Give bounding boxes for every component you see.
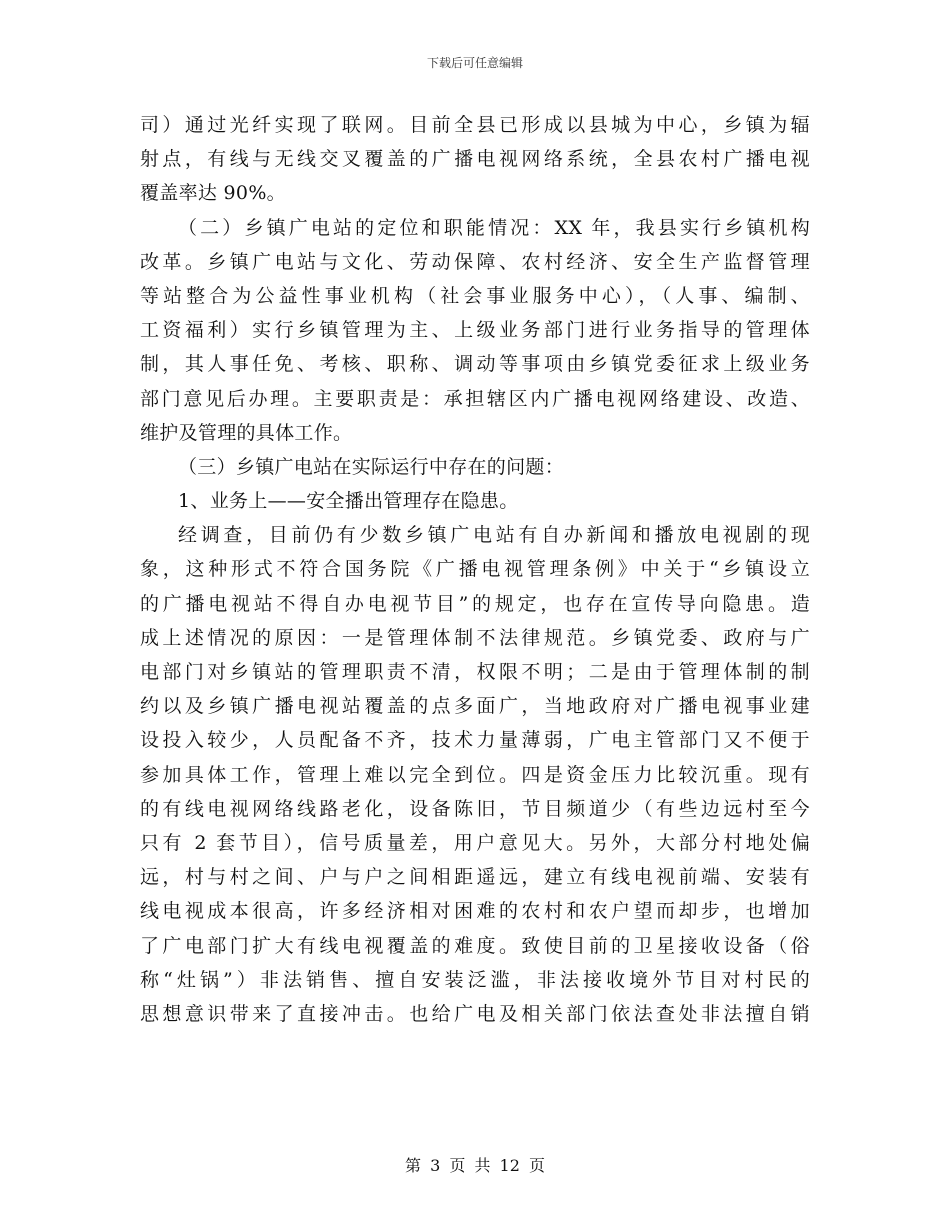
paragraph-start-line: （二）乡镇广电站的定位和职能情况：XX 年，我县实行乡镇机构 bbox=[178, 216, 810, 239]
text-line: 制，其人事任免、考核、职称、调动等事项由乡镇党委征求上级业务 bbox=[140, 353, 810, 376]
text-line: 线电视成本很高，许多经济相对困难的农村和农户望而却步，也增加 bbox=[140, 900, 810, 923]
paragraph-start-line: 经调查，目前仍有少数乡镇广电站有自办新闻和播放电视剧的现 bbox=[178, 524, 810, 547]
text-line: 思想意识带来了直接冲击。也给广电及相关部门依法查处非法擅自销 bbox=[140, 1002, 810, 1025]
text-line: 约以及乡镇广播电视站覆盖的点多面广，当地政府对广播电视事业建 bbox=[140, 695, 810, 718]
text-line: 远，村与村之间、户与户之间相距遥远，建立有线电视前端、安装有 bbox=[140, 866, 810, 889]
page-number: 第 3 页 共 12 页 bbox=[405, 1156, 545, 1175]
text-line: 象，这种形式不符合国务院《广播电视管理条例》中关于“乡镇设立 bbox=[140, 558, 810, 581]
page-header: 下载后可任意编辑 bbox=[426, 56, 523, 70]
text-line: 称“灶锅”）非法销售、擅自安装泛滥，非法接收境外节目对村民的 bbox=[140, 968, 810, 991]
text-line: 工资福利）实行乡镇管理为主、上级业务部门进行业务指导的管理体 bbox=[140, 319, 810, 342]
text-line: 只有 2 套节目），信号质量差，用户意见大。另外，大部分村地处偏 bbox=[140, 831, 810, 854]
text-line: 设投入较少，人员配备不齐，技术力量薄弱，广电主管部门又不便于 bbox=[140, 729, 810, 752]
text-line: 维护及管理的具体工作。 bbox=[140, 421, 353, 444]
text-line: 了广电部门扩大有线电视覆盖的难度。致使目前的卫星接收设备（俗 bbox=[140, 934, 810, 957]
text-line: 电部门对乡镇站的管理职责不清，权限不明；二是由于管理体制的制 bbox=[140, 661, 810, 683]
text-line: 司）通过光纤实现了联网。目前全县已形成以县城为中心，乡镇为辐 bbox=[140, 114, 810, 136]
document-body bbox=[140, 108, 810, 1031]
text-line: 覆盖率达 90%。 bbox=[140, 182, 286, 205]
text-line: 的有线电视网络线路老化，设备陈旧，节目频道少（有些边远村至今 bbox=[140, 797, 810, 820]
text-line: 等站整合为公益性事业机构（社会事业服务中心），（人事、编制、 bbox=[140, 284, 810, 307]
text-line: 的广播电视站不得自办电视节目”的规定，也存在宣传导向隐患。造 bbox=[140, 592, 810, 615]
text-line: 射点，有线与无线交叉覆盖的广播电视网络系统，全县农村广播电视 bbox=[140, 148, 810, 171]
text-line: 参加具体工作，管理上难以完全到位。四是资金压力比较沉重。现有 bbox=[140, 763, 810, 786]
section-heading: （三）乡镇广电站在实际运行中存在的问题： bbox=[178, 455, 565, 478]
text-line: 改革。乡镇广电站与文化、劳动保障、农村经济、安全生产监督管理 bbox=[140, 250, 810, 273]
text-line: 部门意见后办理。主要职责是：承担辖区内广播电视网络建设、改造、 bbox=[140, 387, 810, 410]
subsection-heading: 1、业务上——安全播出管理存在隐患。 bbox=[178, 490, 519, 513]
text-line: 成上述情况的原因：一是管理体制不法律规范。乡镇党委、政府与广 bbox=[140, 626, 810, 649]
